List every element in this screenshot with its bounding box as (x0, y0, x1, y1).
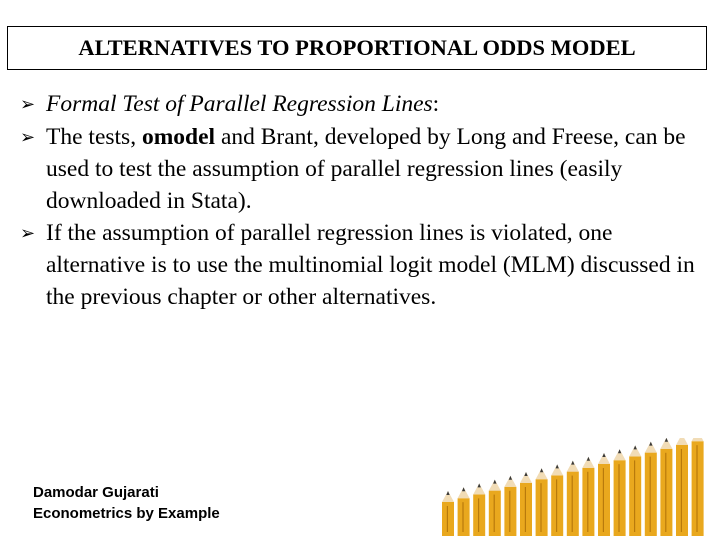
bullet-list (20, 88, 710, 313)
pencil-icon (504, 476, 516, 536)
pencil-icon (536, 468, 548, 536)
pencil-icon (582, 457, 594, 536)
arrow-bullet-icon: ➢ (20, 94, 36, 115)
arrow-bullet-icon: ➢ (20, 223, 36, 244)
arrow-bullet-icon: ➢ (20, 127, 36, 148)
bullet-text: If the assumption of parallel regression lines is violated, one alternative is to use the multinomial logit model (MLM) discussed in the previous chapter or other alternatives. (46, 220, 695, 310)
bullet-text: Formal Test of Parallel Regression Lines (46, 91, 433, 117)
footer (33, 482, 220, 524)
bullet-item (20, 121, 710, 217)
title-box (7, 26, 707, 70)
pencil-icon (442, 491, 454, 536)
pencil-icon (520, 472, 532, 536)
footer-book: Econometrics by Example (33, 505, 220, 522)
pencil-icon (489, 480, 501, 536)
footer-author: Damodar Gujarati (33, 484, 159, 501)
pencil-icon (473, 483, 485, 536)
slide-title: ALTERNATIVES TO PROPORTIONAL ODDS MODEL (78, 35, 636, 60)
pencil-icon (676, 438, 688, 536)
bullet-text: and Brant, developed by Long and Freese, can be used to test the assumption of parallel regression lines (easily downloaded in Stata). (46, 124, 686, 214)
pencil-icon (567, 461, 579, 536)
pencil-icon (629, 445, 641, 536)
pencils-image (438, 438, 710, 538)
pencil-icon (458, 487, 470, 536)
pencil-icon (551, 464, 563, 536)
bullet-item (20, 217, 710, 313)
bullet-item (20, 88, 710, 121)
pencil-icon (598, 453, 610, 536)
bullet-text-bold: omodel (141, 124, 216, 150)
bullet-text: The tests, (46, 124, 142, 150)
pencil-icon (645, 442, 657, 536)
pencil-icon (692, 438, 704, 536)
pencil-icon (660, 438, 672, 536)
pencil-icon (614, 449, 626, 536)
bullet-colon: : (432, 91, 440, 117)
